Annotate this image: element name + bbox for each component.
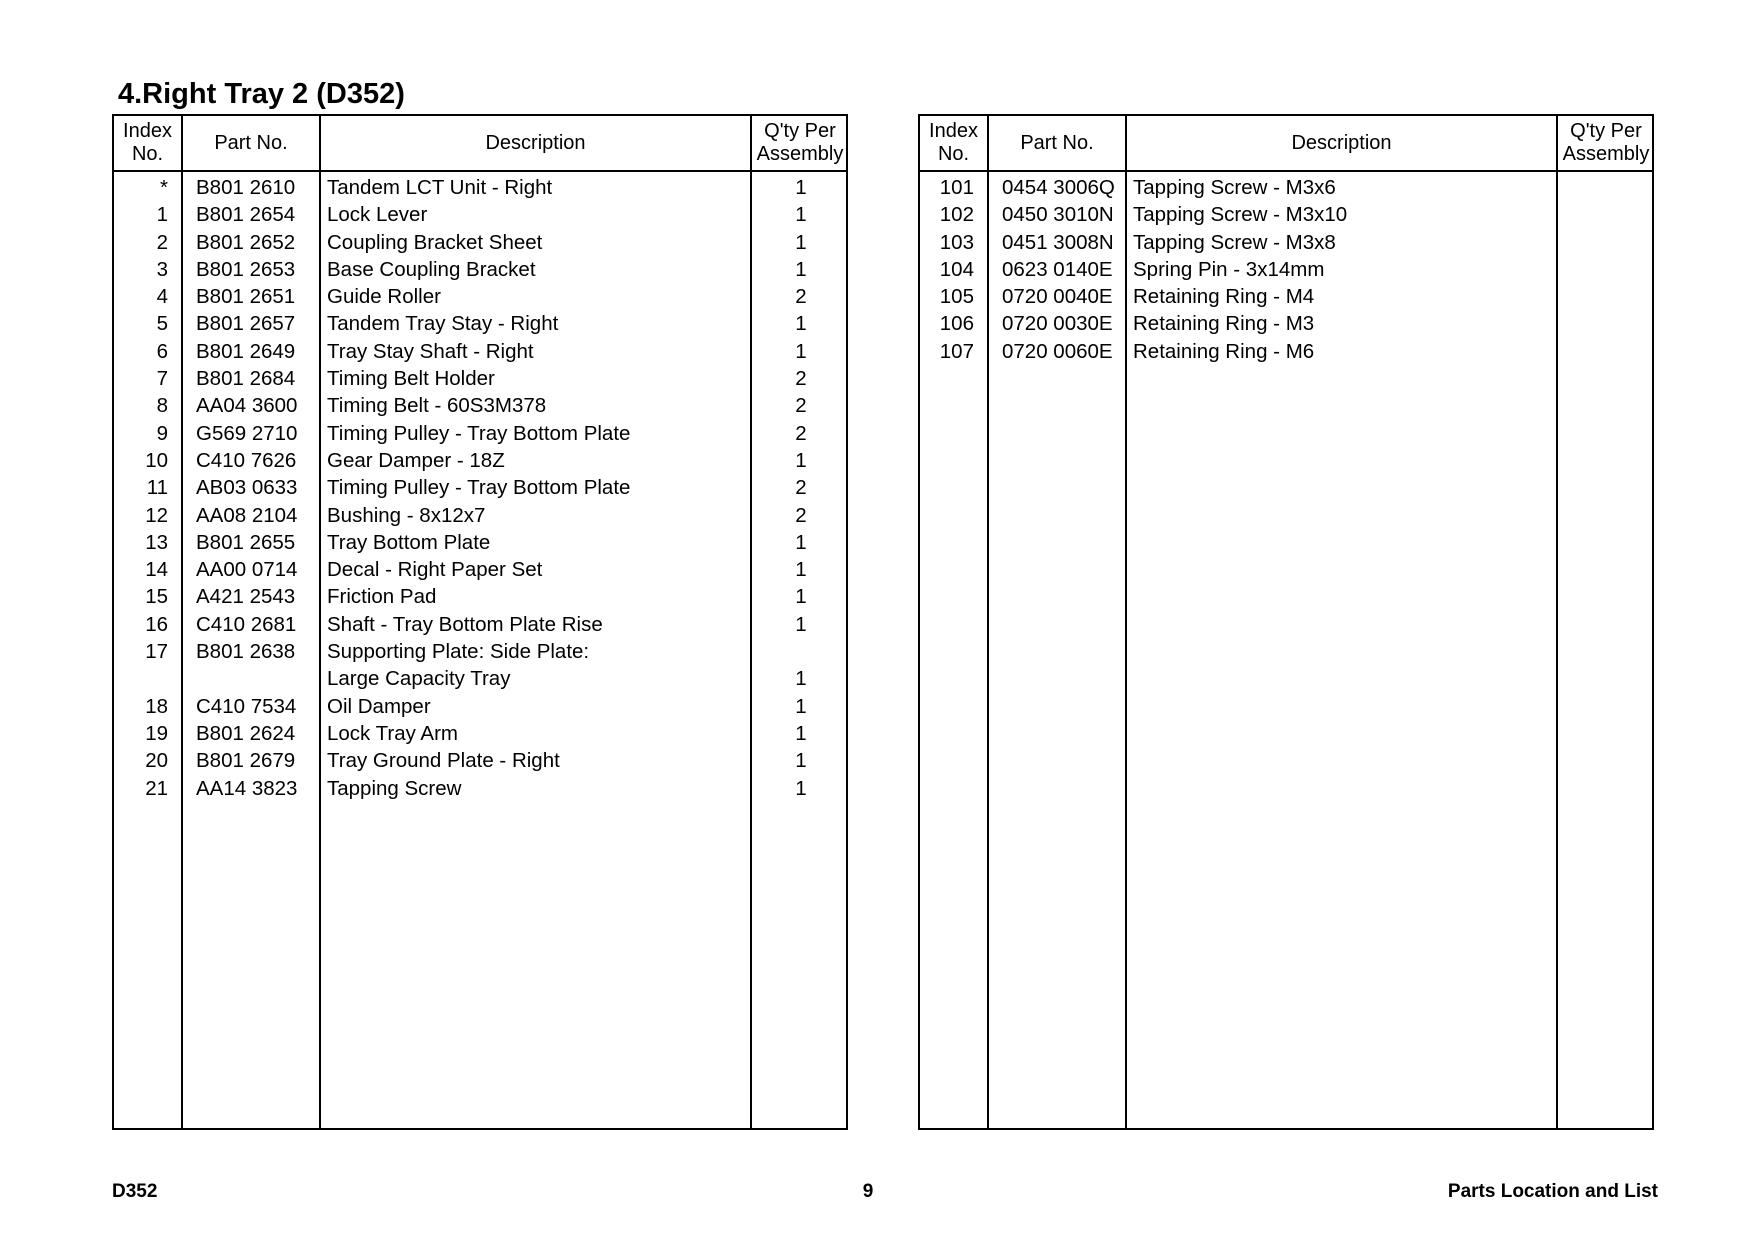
index-cell: 13	[145, 530, 168, 554]
table-row	[114, 556, 846, 583]
description-cell: Tandem Tray Stay - Right	[327, 312, 559, 336]
part-number-cell: 0720 0030E	[1002, 312, 1113, 336]
index-cell: 107	[939, 339, 974, 363]
index-cell: 17	[145, 640, 168, 664]
table-body-right	[920, 174, 1652, 365]
table-row	[114, 365, 846, 392]
quantity-cell: 1	[795, 312, 807, 336]
quantity-cell: 1	[795, 694, 807, 718]
table-row	[114, 174, 846, 201]
part-number-cell: B801 2657	[196, 312, 296, 336]
table-row	[920, 229, 1652, 256]
description-cell: Tray Bottom Plate	[327, 530, 491, 554]
index-cell: 103	[939, 230, 974, 254]
table-row	[114, 392, 846, 419]
footer-section-title: Parts Location and List	[1447, 1181, 1658, 1202]
header-index: Index No.	[929, 120, 978, 165]
table-row	[114, 283, 846, 310]
quantity-cell: 1	[795, 257, 807, 281]
table-row	[114, 310, 846, 337]
description-cell: Shaft - Tray Bottom Plate Rise	[327, 612, 603, 636]
description-cell: Timing Pulley - Tray Bottom Plate	[327, 421, 631, 445]
index-cell: 21	[145, 776, 168, 800]
description-cell: Retaining Ring - M6	[1133, 339, 1315, 363]
table-row	[114, 256, 846, 283]
index-cell: 106	[939, 312, 974, 336]
table-row	[920, 338, 1652, 365]
quantity-cell: 1	[795, 612, 807, 636]
description-cell: Supporting Plate: Side Plate: Large Capacity Tray	[327, 640, 590, 691]
quantity-cell: 1	[795, 176, 807, 199]
header-part-no: Part No.	[1020, 131, 1094, 154]
part-number-cell: AA08 2104	[196, 503, 298, 527]
description-cell: Spring Pin - 3x14mm	[1133, 257, 1325, 281]
part-number-cell: C410 7534	[196, 694, 297, 718]
index-cell: 14	[145, 558, 168, 582]
part-number-cell: 0450 3010N	[1002, 203, 1114, 227]
header-divider	[920, 170, 1652, 172]
index-cell: 12	[145, 503, 168, 527]
page-title: 4.Right Tray 2 (D352)	[118, 78, 405, 110]
index-cell: 2	[156, 230, 168, 254]
table-row	[114, 338, 846, 365]
header-description: Description	[485, 131, 586, 154]
part-number-cell: B801 2654	[196, 203, 296, 227]
quantity-cell: 1	[795, 448, 807, 472]
index-cell: 101	[939, 176, 974, 199]
header-index: Index No.	[123, 120, 172, 165]
index-cell: 15	[145, 585, 168, 609]
table-row	[920, 201, 1652, 228]
header-qty: Q'ty Per Assembly	[756, 120, 844, 165]
index-cell: 3	[156, 257, 168, 281]
description-cell: Guide Roller	[327, 285, 441, 309]
description-cell: Tapping Screw	[327, 776, 462, 800]
description-cell: Bushing - 8x12x7	[327, 503, 486, 527]
index-cell: 7	[156, 367, 168, 391]
header-description: Description	[1291, 131, 1392, 154]
table-row	[114, 611, 846, 638]
description-cell: Timing Pulley - Tray Bottom Plate	[327, 476, 631, 500]
index-cell: 102	[939, 203, 974, 227]
part-number-cell: AA04 3600	[196, 394, 298, 418]
description-cell: Tandem LCT Unit - Right	[327, 176, 553, 199]
part-number-cell: B801 2638	[196, 640, 296, 664]
quantity-cell: 2	[795, 394, 807, 418]
index-cell: 6	[156, 339, 168, 363]
description-cell: Tray Stay Shaft - Right	[327, 339, 534, 363]
part-number-cell: 0720 0040E	[1002, 285, 1113, 309]
description-cell: Lock Tray Arm	[327, 721, 459, 745]
index-cell: 105	[939, 285, 974, 309]
description-cell: Tapping Screw - M3x6	[1133, 176, 1336, 199]
part-number-cell: AA14 3823	[196, 776, 298, 800]
index-cell: 4	[156, 285, 168, 309]
table-row	[114, 693, 846, 720]
part-number-cell: B801 2651	[196, 285, 296, 309]
header-divider	[114, 170, 846, 172]
index-cell: 20	[145, 749, 168, 773]
table-row	[920, 310, 1652, 337]
table-row	[114, 720, 846, 747]
table-row	[114, 502, 846, 529]
quantity-cell: 1	[795, 558, 807, 582]
part-number-cell: B801 2610	[196, 176, 296, 199]
description-cell: Timing Belt - 60S3M378	[327, 394, 547, 418]
quantity-cell: 2	[795, 285, 807, 309]
index-cell: 10	[145, 448, 168, 472]
index-cell: 5	[156, 312, 168, 336]
part-number-cell: 0451 3008N	[1002, 230, 1114, 254]
quantity-cell: 1	[795, 776, 807, 800]
part-number-cell: G569 2710	[196, 421, 298, 445]
index-cell: 9	[156, 421, 168, 445]
table-row	[114, 747, 846, 774]
table-row	[920, 283, 1652, 310]
parts-table-right	[918, 114, 1654, 1130]
table-row	[920, 256, 1652, 283]
description-cell: Tapping Screw - M3x8	[1133, 230, 1336, 254]
part-number-cell: B801 2652	[196, 230, 296, 254]
table-row	[920, 174, 1652, 201]
description-cell: Timing Belt Holder	[327, 367, 495, 391]
description-cell: Base Coupling Bracket	[327, 257, 536, 281]
description-cell: Tray Ground Plate - Right	[327, 749, 560, 773]
quantity-cell: 1	[795, 667, 807, 691]
quantity-cell: 1	[795, 230, 807, 254]
index-cell: 11	[146, 476, 168, 500]
table-row	[114, 420, 846, 447]
index-cell: *	[160, 176, 168, 199]
description-cell: Coupling Bracket Sheet	[327, 230, 543, 254]
description-cell: Tapping Screw - M3x10	[1133, 203, 1348, 227]
part-number-cell: B801 2684	[196, 367, 296, 391]
part-number-cell: B801 2655	[196, 530, 296, 554]
part-number-cell: 0623 0140E	[1002, 257, 1113, 281]
quantity-cell: 2	[795, 503, 807, 527]
quantity-cell: 1	[795, 339, 807, 363]
quantity-cell: 1	[795, 749, 807, 773]
quantity-cell: 2	[795, 367, 807, 391]
part-number-cell: B801 2679	[196, 749, 296, 773]
header-qty: Q'ty Per Assembly	[1562, 120, 1650, 165]
table-row	[114, 201, 846, 228]
table-row	[114, 474, 846, 501]
quantity-cell: 2	[795, 421, 807, 445]
part-number-cell: A421 2543	[196, 585, 296, 609]
quantity-cell: 2	[795, 476, 807, 500]
part-number-cell: 0454 3006Q	[1002, 176, 1115, 199]
footer-page-number: 9	[862, 1181, 874, 1202]
description-cell: Friction Pad	[327, 585, 437, 609]
part-number-cell: AB03 0633	[196, 476, 298, 500]
part-number-cell: B801 2653	[196, 257, 296, 281]
quantity-cell: 1	[795, 203, 807, 227]
quantity-cell: 1	[795, 721, 807, 745]
index-cell: 1	[156, 203, 168, 227]
description-cell: Retaining Ring - M3	[1133, 312, 1315, 336]
index-cell: 18	[145, 694, 168, 718]
index-cell: 8	[156, 394, 168, 418]
description-cell: Retaining Ring - M4	[1133, 285, 1315, 309]
table-row	[114, 529, 846, 556]
part-number-cell: B801 2624	[196, 721, 296, 745]
index-cell: 19	[145, 721, 168, 745]
description-cell: Oil Damper	[327, 694, 431, 718]
table-row	[114, 638, 846, 693]
quantity-cell: 1	[795, 530, 807, 554]
description-cell: Decal - Right Paper Set	[327, 558, 543, 582]
header-part-no: Part No.	[214, 131, 288, 154]
table-row	[114, 775, 846, 802]
table-row	[114, 583, 846, 610]
index-cell: 16	[145, 612, 168, 636]
table-row	[114, 447, 846, 474]
part-number-cell: 0720 0060E	[1002, 339, 1113, 363]
part-number-cell: AA00 0714	[196, 558, 298, 582]
footer-model: D352	[112, 1181, 158, 1202]
table-body-left	[114, 174, 846, 802]
part-number-cell: C410 7626	[196, 448, 297, 472]
description-cell: Gear Damper - 18Z	[327, 448, 505, 472]
index-cell: 104	[939, 257, 974, 281]
description-cell: Lock Lever	[327, 203, 428, 227]
part-number-cell: C410 2681	[196, 612, 297, 636]
part-number-cell: B801 2649	[196, 339, 296, 363]
quantity-cell: 1	[795, 585, 807, 609]
parts-table-left	[112, 114, 848, 1130]
table-row	[114, 229, 846, 256]
